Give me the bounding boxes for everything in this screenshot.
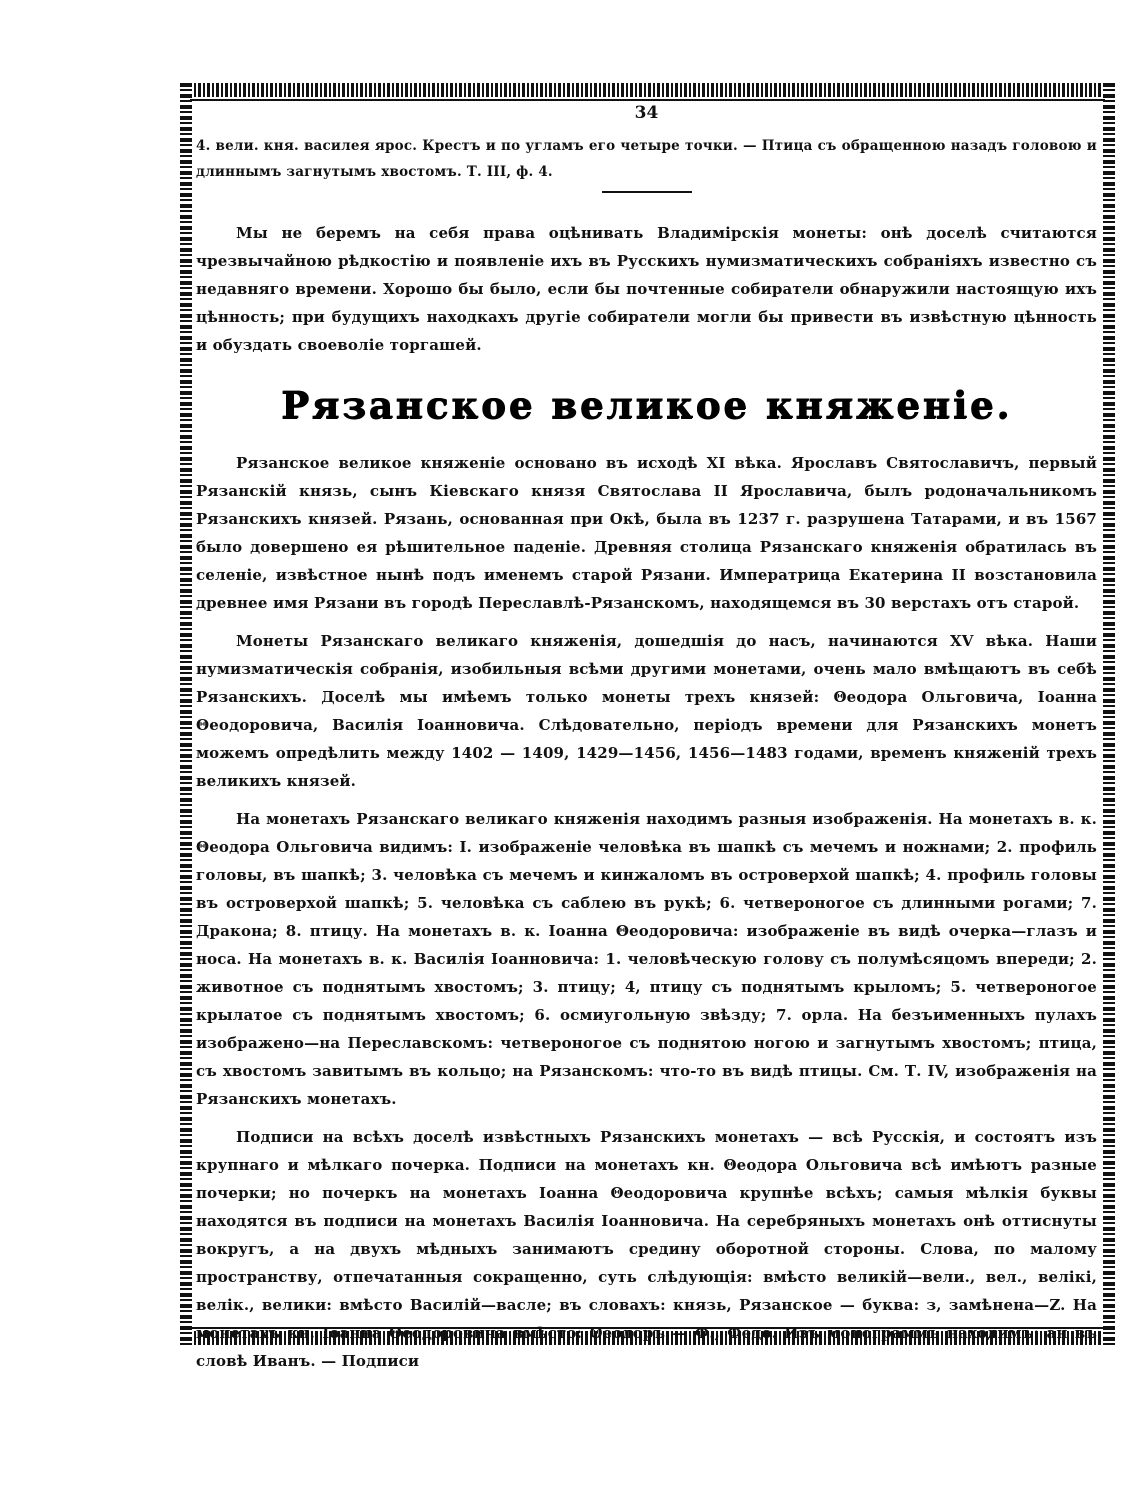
intro-paragraph: Мы не беремъ на себя права оцѣнивать Владимiрскiя монеты: онѣ доселѣ считаются чрезвычайною рѣдкостiю и появленiе ихъ въ Русскихъ нумизматическихъ собранiяхъ известно съ недавняго времени. Хорошо бы было, если бы почтенные собиратели обнаружили настоящую ихъ цѣнность; при будущихъ находкахъ другiе собиратели могли бы привести въ извѣстную цѣнность и обуздать своеволiе торгашей. [196, 224, 1097, 354]
ornamental-border-right [1103, 83, 1115, 1345]
page-border-frame [180, 83, 1115, 1370]
paragraph-inscriptions: Подписи на всѣхъ доселѣ извѣстныхъ Рязанскихъ монетахъ — всѣ Русскiя, и состоятъ изъ крупнаго и мѣлкаго почерка. Подписи на монетахъ кн. Θеодора Ольговича всѣ имѣютъ разные почерки; но почеркъ на монетахъ Iоанна Θеодоровича крупнѣе всѣхъ; самыя мѣлкiя буквы находятся въ подписи на монетахъ Василiя Iоанновича. На серебряныхъ монетахъ онѣ оттиснуты вокругъ, а на двухъ мѣдныхъ занимаютъ средину оборотной стороны. Слова, по малому пространству, отпечатанныя сокращенно, суть слѣдующiя: вмѣсто великiй—вели., вел., велiкi, велiк., велики: вмѣсто Василiй—васле; въ словахъ: князь, Рязанское — буква: з, замѣнена—Z. На монетахъ кн. Iоанна Θеодоровича вмѣсто: Θеодоръ — Ф., Федо. Изъ монограммъ находимъ: ан въ словѣ Иванъ. — Подписи [196, 1128, 1097, 1370]
ornamental-border-top [180, 83, 1115, 97]
section-title: Рязанское великое княженiе. [280, 383, 1013, 427]
footnote-coin-description: 4. вели. кня. василея ярос. Крестъ и по угламъ его четыре точки. — Птица съ обращенною назадъ головою и длиннымъ загнутымъ хвостомъ. Т. III, ф. 4. [196, 138, 1097, 180]
paragraph-coins: Монеты Рязанскаго великаго княженiя, дошедшiя до насъ, начинаются XV вѣка. Наши нумизматическiя собранiя, изобильныя всѣми другими монетами, очень мало вмѣщаютъ въ себѣ Рязанскихъ. Доселѣ мы имѣемъ только монеты трехъ князей: Θеодора Ольговича, Iоанна Θеодоровича, Василiя Iоанновича. Слѣдовательно, перiодъ времени для Рязанскихъ монетъ можемъ опредѣлить между 1402 — 1409, 1429—1456, 1456—1483 годами, временъ княженiй трехъ великихъ князей. [196, 632, 1097, 790]
page-number: 34 [634, 103, 659, 123]
page-content [196, 101, 1097, 1370]
paragraph-images: На монетахъ Рязанскаго великаго княженiя находимъ разныя изображенiя. На монетахъ в. к. Θеодора Ольговича видимъ: I. изображенiе человѣка въ шапкѣ съ мечемъ и ножнами; 2. профиль головы, въ шапкѣ; 3. человѣка съ мечемъ и кинжаломъ въ островерхой шапкѣ; 4. профиль головы въ островерхой шапкѣ; 5. человѣка съ саблею въ рукѣ; 6. четвероногое съ длинными рогами; 7. Дракона; 8. птицу. На монетахъ в. к. Iоанна Θеодоровича: изображенiе въ видѣ очерка—глазъ и носа. На монетахъ в. к. Василiя Iоанновича: 1. человѣческую голову съ полумѣсяцомъ впереди; 2. животное съ поднятымъ хвостомъ; 3. птицу; 4, птицу съ поднятымъ крыломъ; 5. четвероногое крылатое съ поднятымъ хвостомъ; 6. осмиугольную звѣзду; 7. орла. На безъименныхъ пулахъ изображено—на Переславскомъ: четвероногое съ поднятою ногою и загнутымъ хвостомъ; птица, съ хвостомъ завитымъ въ кольцо; на Рязанскомъ: что-то въ видѣ птицы. См. Т. IV, изображенiя на Рязанскихъ монетахъ. [196, 810, 1097, 1108]
short-divider-rule [602, 191, 692, 193]
ornamental-border-left [180, 83, 192, 1345]
paragraph-history: Рязанское великое княженiе основано въ исходѣ XI вѣка. Ярославъ Святославичъ, первый Рязанскiй князь, сынъ Кiевскаго князя Святослава II Ярославича, былъ родоначальникомъ Рязанскихъ князей. Рязань, основанная при Окѣ, была въ 1237 г. разрушена Татарами, и въ 1567 было довершено ея рѣшительное паденiе. Древняя столица Рязанскаго княженiя обратилась въ селенiе, извѣстное нынѣ подъ именемъ старой Рязани. Императрица Екатерина II возстановила древнее имя Рязани въ городѣ Переславлѣ-Рязанскомъ, находящемся въ 30 верстахъ отъ старой. [196, 454, 1097, 612]
